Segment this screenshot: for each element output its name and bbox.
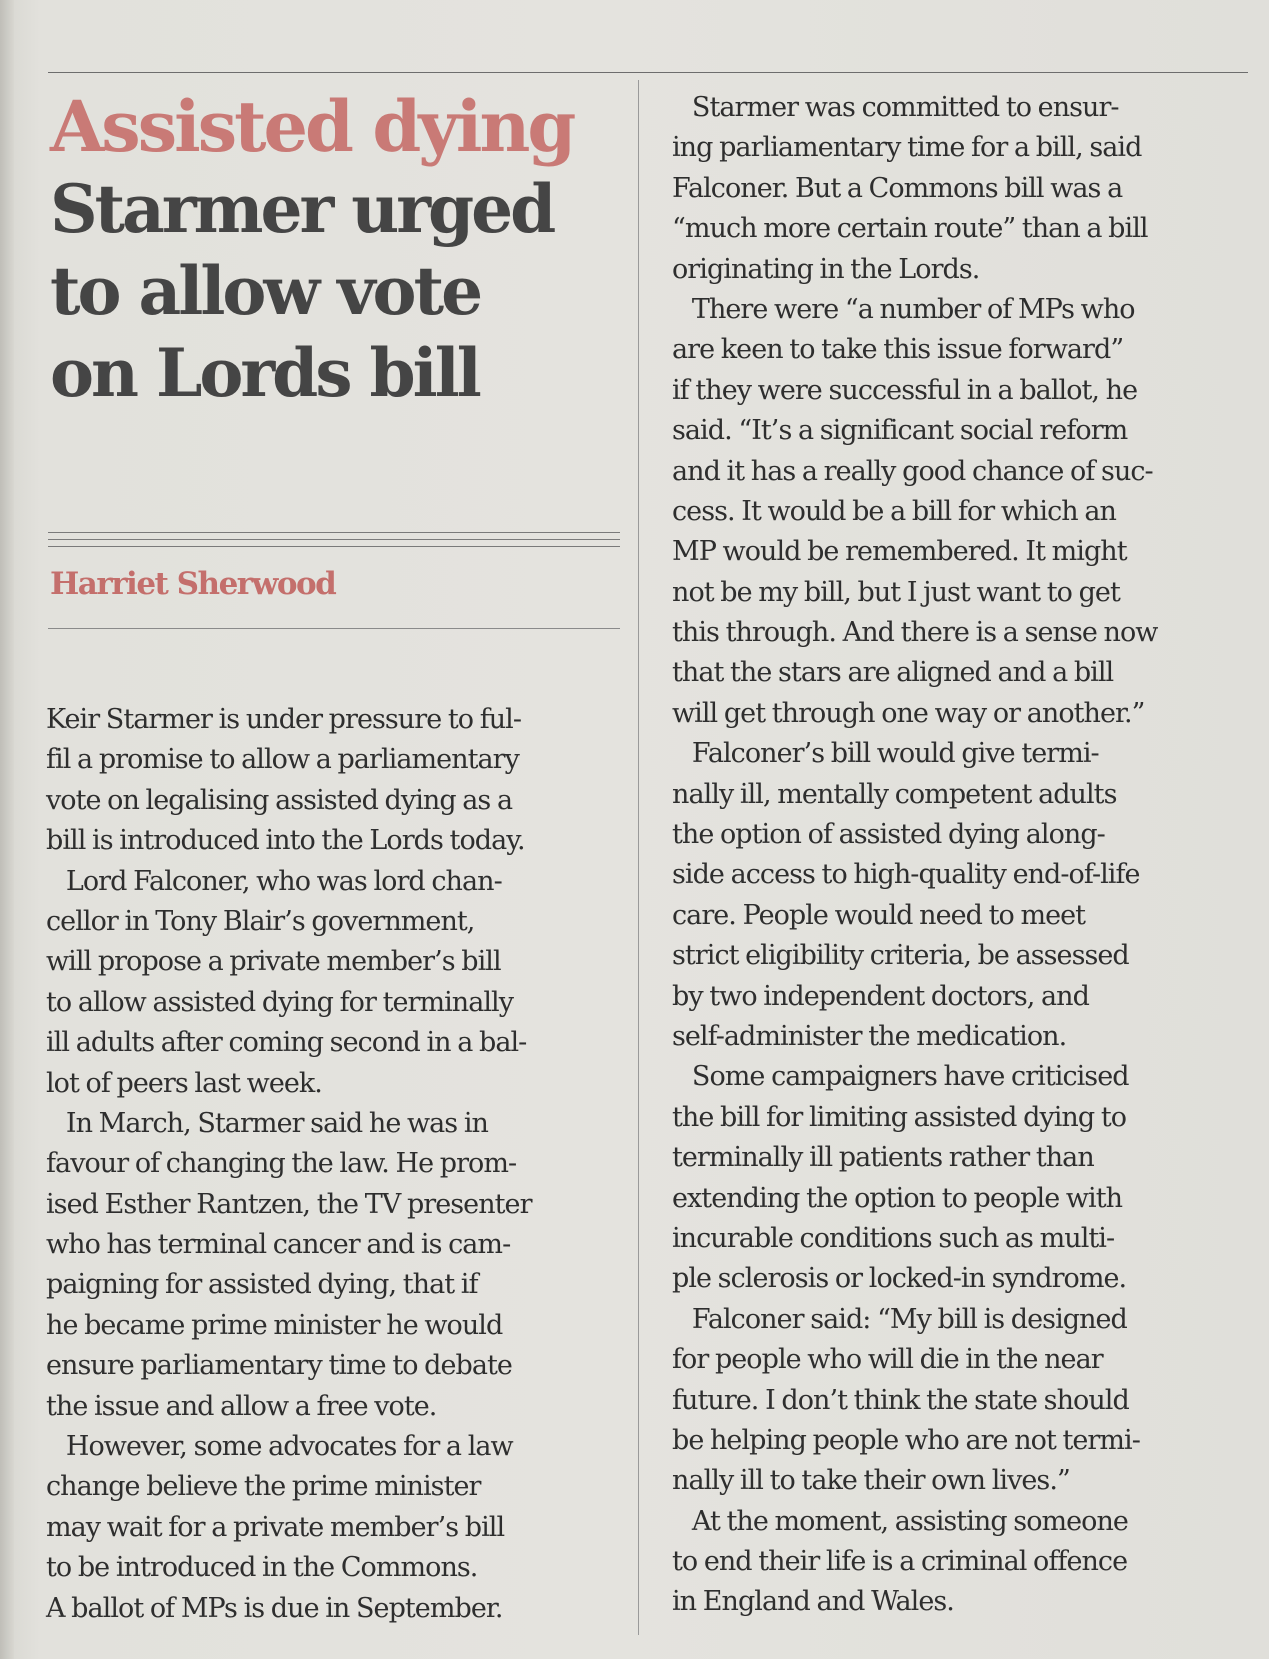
body-text-line: There were “a number of MPs who (672, 293, 1135, 325)
body-text-line: nally ill to take their own lives.” (672, 1465, 1070, 1497)
article-body-left-column (46, 700, 621, 1629)
body-text-line: ensure parliamentary time to debate (46, 1350, 512, 1382)
body-text-line: incurable conditions such as multi- (672, 1222, 1115, 1254)
body-text-line: ple sclerosis or locked-in syndrome. (672, 1263, 1127, 1295)
body-text-line: Lord Falconer, who was lord chan- (46, 865, 502, 897)
body-text-line: that the stars are aligned and a bill (672, 657, 1114, 689)
body-text-line: by two independent doctors, and (672, 980, 1089, 1012)
body-text-line: Falconer. But a Commons bill was a (672, 172, 1123, 204)
body-text-line: However, some advocates for a law (46, 1431, 513, 1463)
body-text-line: will get through one way or another.” (672, 697, 1145, 729)
byline: Harriet Sherwood (50, 566, 336, 602)
body-text-line: will propose a private member’s bill (46, 946, 501, 978)
body-text-line: Some campaigners have criticised (672, 1061, 1129, 1093)
body-text-line: he became prime minister he would (46, 1309, 503, 1341)
body-text-line: care. People would need to meet (672, 899, 1086, 931)
body-text-line: In March, Starmer said he was in (46, 1107, 488, 1139)
body-text-line: self-administer the medication. (672, 1020, 1067, 1052)
body-text-line: who has terminal cancer and is cam- (46, 1229, 511, 1261)
body-text-line: cellor in Tony Blair’s government, (46, 905, 475, 937)
body-text-line: Keir Starmer is under pressure to ful- (46, 704, 522, 735)
body-text-line: future. I don’t think the state should (672, 1384, 1129, 1416)
body-text-line: for people who will die in the near (672, 1344, 1103, 1376)
body-text-line: “much more certain route” than a bill (672, 213, 1148, 245)
body-text-line: favour of changing the law. He prom- (46, 1148, 517, 1180)
body-text-line: are keen to take this issue forward” (672, 334, 1124, 366)
body-text-line: A ballot of MPs is due in September. (46, 1592, 503, 1624)
body-text-line: nally ill, mentally competent adults (672, 778, 1117, 810)
body-text-line: may wait for a private member’s bill (46, 1511, 505, 1543)
body-text-line: Falconer said: “My bill is designed (672, 1303, 1127, 1335)
body-text-line: to be introduced in the Commons. (46, 1552, 478, 1584)
body-text-line: to allow assisted dying for terminally (46, 986, 514, 1018)
body-text-line: cess. It would be a bill for which an (672, 495, 1116, 527)
body-text-line: not be my bill, but I just want to get (672, 576, 1120, 608)
byline-rules (48, 532, 620, 553)
headline-line: Starmer urged (50, 170, 554, 248)
body-text-line: At the moment, assisting someone (672, 1505, 1128, 1537)
body-text-line: terminally ill patients rather than (672, 1142, 1094, 1174)
body-text-line: extending the option to people with (672, 1182, 1123, 1214)
body-text-line: if they were successful in a ballot, he (672, 374, 1138, 406)
headline-line: on Lords bill (50, 334, 479, 412)
body-text-line: ill adults after coming second in a bal- (46, 1027, 527, 1059)
body-text-line: strict eligibility criteria, be assessed (672, 940, 1129, 972)
body-text-line: said. “It’s a significant social reform (672, 415, 1128, 447)
body-text-line: and it has a really good chance of suc- (672, 455, 1153, 487)
body-text-line: ing parliamentary time for a bill, said (672, 132, 1142, 164)
body-text-line: bill is introduced into the Lords today. (46, 825, 525, 857)
article-kicker: Assisted dying (50, 85, 574, 168)
body-text-line: the issue and allow a free vote. (46, 1390, 437, 1422)
article-body-right-column (672, 88, 1250, 1623)
body-text-line: to end their life is a criminal offence (672, 1546, 1128, 1578)
body-text-line: be helping people who are not termi- (672, 1424, 1140, 1456)
body-text-line: originating in the Lords. (672, 253, 980, 285)
body-text-line: change believe the prime minister (46, 1471, 481, 1503)
body-text-line: MP would be remembered. It might (672, 536, 1127, 568)
body-text-line: ised Esther Rantzen, the TV presenter (46, 1188, 532, 1220)
body-text-line: fil a promise to allow a parliamentary (46, 744, 519, 776)
body-text-line: vote on legalising assisted dying as a (46, 784, 513, 816)
headline-line: to allow vote (50, 252, 481, 330)
body-text-line: Starmer was committed to ensur- (672, 92, 1119, 123)
body-text-line: in England and Wales. (672, 1586, 954, 1618)
body-text-line: this through. And there is a sense now (672, 617, 1158, 649)
body-text-line: side access to high-quality end-of-life (672, 859, 1140, 891)
body-text-line: the option of assisted dying along- (672, 819, 1105, 851)
body-text-line: lot of peers last week. (46, 1067, 322, 1099)
article-headline (50, 168, 640, 414)
byline-divider (48, 628, 620, 629)
page-edge-shadow (0, 0, 14, 1659)
top-rule (48, 72, 1248, 73)
body-text-line: paigning for assisted dying, that if (46, 1269, 478, 1301)
body-text-line: Falconer’s bill would give termi- (672, 738, 1099, 770)
body-text-line: the bill for limiting assisted dying to (672, 1101, 1127, 1133)
